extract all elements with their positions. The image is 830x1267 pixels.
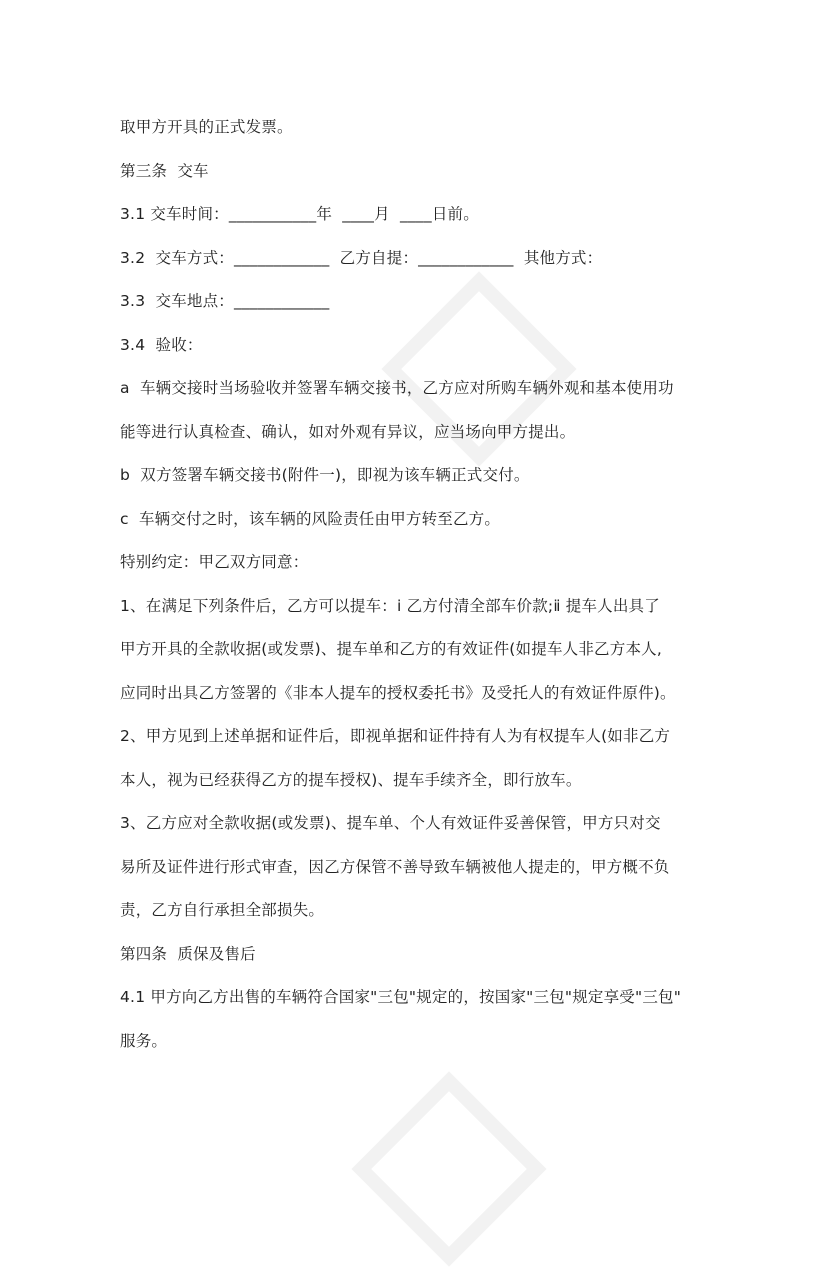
text-line: 能等进行认真检查、确认，如对外观有异议，应当场向甲方提出。 bbox=[120, 422, 576, 441]
watermark bbox=[351, 1071, 546, 1266]
text-line: 本人，视为已经获得乙方的提车授权)、提车手续齐全，即行放车。 bbox=[120, 770, 582, 789]
document-body bbox=[120, 106, 720, 1063]
text-line: 易所及证件进行形式审查，因乙方保管不善导致车辆被他人提走的，甲方概不负 bbox=[120, 857, 670, 876]
text-line: b 双方签署车辆交接书(附件一)，即视为该车辆正式交付。 bbox=[120, 466, 530, 484]
text-line: 取甲方开具的正式发票。 bbox=[120, 118, 293, 136]
text-line: 甲方开具的全款收据(或发票)、提车单和乙方的有效证件(如提车人非乙方本人, bbox=[120, 640, 662, 658]
text-line: 服务。 bbox=[120, 1031, 168, 1050]
text-line: 2、甲方见到上述单据和证件后，即视单据和证件持有人为有权提车人(如非乙方 bbox=[120, 727, 671, 745]
text-line: 1、在满足下列条件后，乙方可以提车：ⅰ 乙方付清全部车价款;ⅱ 提车人出具了 bbox=[120, 596, 660, 615]
text-line: 3.2 交车方式：____________ 乙方自提：____________ 其他方式： bbox=[120, 248, 603, 267]
text-line: 应同时出具乙方签署的《非本人提车的授权委托书》及受托人的有效证件原件)。 bbox=[120, 683, 676, 702]
text-line: c 车辆交付之时，该车辆的风险责任由甲方转至乙方。 bbox=[120, 509, 501, 528]
text-line: 第四条 质保及售后 bbox=[120, 944, 256, 963]
text-line: 责，乙方自行承担全部损失。 bbox=[120, 901, 325, 919]
text-line: 3、乙方应对全款收据(或发票)、提车单、个人有效证件妥善保管，甲方只对交 bbox=[120, 814, 661, 832]
text-line: 3.3 交车地点：____________ bbox=[120, 292, 330, 310]
text-line: 4.1 甲方向乙方出售的车辆符合国家"三包"规定的，按国家"三包"规定享受"三包" bbox=[120, 988, 682, 1006]
text-line: 第三条 交车 bbox=[120, 161, 209, 180]
text-line: 3.1 交车时间：___________年 ____月 ____日前。 bbox=[120, 205, 479, 223]
text-line: 3.4 验收： bbox=[120, 335, 203, 354]
text-line: 特别约定：甲乙双方同意： bbox=[120, 553, 309, 571]
text-line: a 车辆交接时当场验收并签署车辆交接书，乙方应对所购车辆外观和基本使用功 bbox=[120, 379, 674, 397]
